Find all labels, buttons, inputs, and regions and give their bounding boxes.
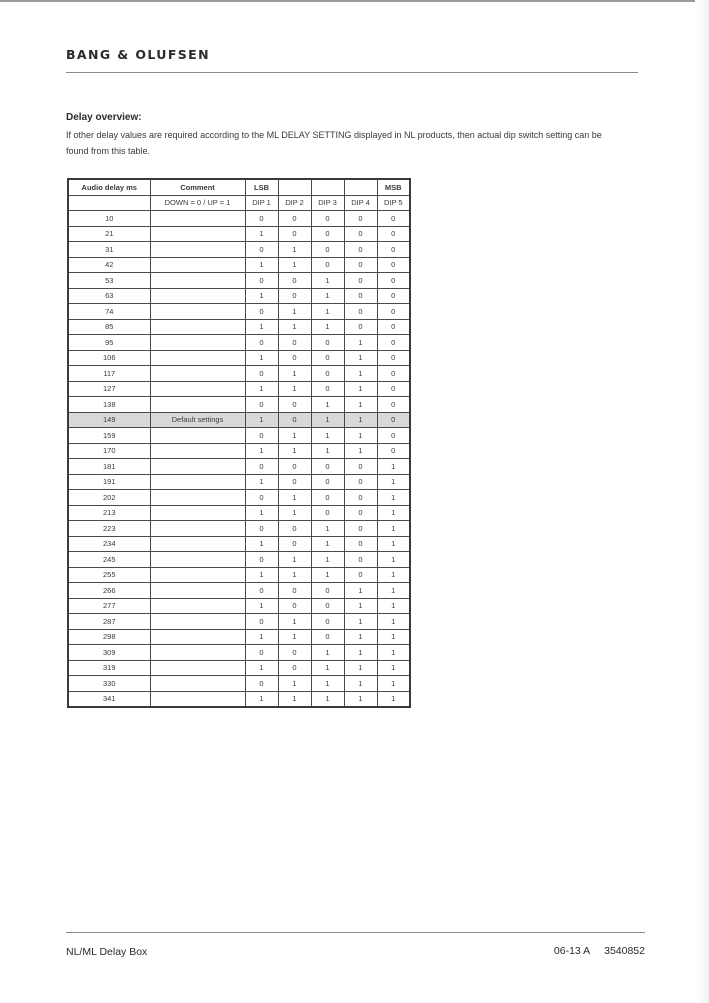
- cell-dip-3: 1: [311, 645, 344, 661]
- footer-doc-number: 3540852: [604, 945, 645, 957]
- cell-dip-3: 0: [311, 226, 344, 242]
- table-row: [68, 660, 410, 676]
- cell-dip-2: 0: [278, 397, 311, 413]
- cell-dip-5: 1: [377, 660, 410, 676]
- cell-dip-2: 1: [278, 490, 311, 506]
- subheader-comment-legend: DOWN = 0 / UP = 1: [150, 195, 245, 211]
- cell-dip-5: 0: [377, 273, 410, 289]
- cell-audio-delay: 159: [68, 428, 150, 444]
- table-row: [68, 490, 410, 506]
- cell-audio-delay: 31: [68, 242, 150, 258]
- cell-dip-2: 0: [278, 645, 311, 661]
- cell-dip-5: 0: [377, 242, 410, 258]
- table-row: [68, 211, 410, 227]
- cell-dip-5: 0: [377, 226, 410, 242]
- cell-audio-delay: 117: [68, 366, 150, 382]
- cell-dip-4: 0: [344, 536, 377, 552]
- cell-dip-5: 1: [377, 567, 410, 583]
- cell-dip-1: 1: [245, 629, 278, 645]
- table-row: [68, 397, 410, 413]
- cell-dip-2: 1: [278, 428, 311, 444]
- table-row: [68, 257, 410, 273]
- cell-dip-3: 1: [311, 273, 344, 289]
- cell-dip-3: 1: [311, 691, 344, 707]
- cell-comment: [150, 490, 245, 506]
- cell-dip-3: 1: [311, 552, 344, 568]
- cell-dip-3: 0: [311, 505, 344, 521]
- cell-dip-5: 1: [377, 583, 410, 599]
- cell-dip-1: 1: [245, 319, 278, 335]
- subheader-dip-4: DIP 4: [344, 195, 377, 211]
- cell-dip-3: 0: [311, 366, 344, 382]
- cell-audio-delay: 191: [68, 474, 150, 490]
- table-row: [68, 304, 410, 320]
- cell-dip-2: 0: [278, 474, 311, 490]
- cell-dip-1: 1: [245, 505, 278, 521]
- cell-dip-3: 1: [311, 443, 344, 459]
- cell-dip-1: 1: [245, 226, 278, 242]
- cell-audio-delay: 63: [68, 288, 150, 304]
- table-header-row: [68, 179, 410, 195]
- cell-comment: [150, 397, 245, 413]
- cell-audio-delay: 74: [68, 304, 150, 320]
- cell-dip-4: 0: [344, 521, 377, 537]
- cell-audio-delay: 127: [68, 381, 150, 397]
- cell-dip-1: 0: [245, 614, 278, 630]
- cell-audio-delay: 309: [68, 645, 150, 661]
- cell-dip-2: 0: [278, 536, 311, 552]
- subheader-dip-1: DIP 1: [245, 195, 278, 211]
- cell-dip-3: 0: [311, 474, 344, 490]
- cell-comment: [150, 552, 245, 568]
- cell-audio-delay: 234: [68, 536, 150, 552]
- cell-dip-3: 1: [311, 676, 344, 692]
- cell-dip-2: 1: [278, 629, 311, 645]
- cell-comment: [150, 536, 245, 552]
- header-blank: [278, 179, 311, 195]
- cell-dip-5: 1: [377, 521, 410, 537]
- cell-dip-4: 1: [344, 381, 377, 397]
- cell-dip-2: 1: [278, 366, 311, 382]
- cell-dip-4: 1: [344, 350, 377, 366]
- cell-dip-2: 1: [278, 691, 311, 707]
- cell-dip-3: 0: [311, 598, 344, 614]
- cell-dip-5: 0: [377, 397, 410, 413]
- table-row: [68, 629, 410, 645]
- cell-audio-delay: 21: [68, 226, 150, 242]
- cell-dip-3: 0: [311, 350, 344, 366]
- cell-audio-delay: 341: [68, 691, 150, 707]
- cell-dip-1: 1: [245, 536, 278, 552]
- cell-dip-1: 1: [245, 474, 278, 490]
- table-row: [68, 428, 410, 444]
- cell-dip-3: 1: [311, 536, 344, 552]
- cell-dip-2: 1: [278, 567, 311, 583]
- cell-comment: [150, 288, 245, 304]
- cell-dip-4: 1: [344, 629, 377, 645]
- cell-dip-4: 1: [344, 335, 377, 351]
- cell-dip-3: 0: [311, 629, 344, 645]
- cell-dip-4: 1: [344, 412, 377, 428]
- cell-dip-5: 1: [377, 598, 410, 614]
- cell-comment: [150, 691, 245, 707]
- cell-dip-3: 1: [311, 428, 344, 444]
- cell-dip-4: 0: [344, 474, 377, 490]
- cell-comment: [150, 660, 245, 676]
- cell-dip-1: 0: [245, 335, 278, 351]
- table-subheader-row: [68, 195, 410, 211]
- cell-dip-4: 0: [344, 211, 377, 227]
- table-row: [68, 273, 410, 289]
- cell-dip-1: 0: [245, 273, 278, 289]
- cell-comment: [150, 521, 245, 537]
- cell-audio-delay: 266: [68, 583, 150, 599]
- cell-comment: [150, 583, 245, 599]
- table-row: [68, 226, 410, 242]
- cell-dip-3: 1: [311, 521, 344, 537]
- cell-dip-5: 1: [377, 474, 410, 490]
- footer-version: 06-13 A: [553, 945, 591, 957]
- header-audio-delay: Audio delay ms: [68, 179, 150, 195]
- cell-dip-4: 0: [344, 288, 377, 304]
- cell-dip-4: 1: [344, 397, 377, 413]
- cell-dip-4: 0: [344, 273, 377, 289]
- cell-dip-5: 1: [377, 676, 410, 692]
- cell-audio-delay: 202: [68, 490, 150, 506]
- cell-audio-delay: 42: [68, 257, 150, 273]
- subheader-dip-3: DIP 3: [311, 195, 344, 211]
- cell-dip-1: 0: [245, 490, 278, 506]
- cell-dip-5: 1: [377, 691, 410, 707]
- footer-title: NL/ML Delay Box: [66, 946, 148, 958]
- table-row: [68, 319, 410, 335]
- cell-dip-2: 0: [278, 660, 311, 676]
- brand-logo: BANG & OLUFSEN: [66, 47, 210, 62]
- cell-dip-2: 1: [278, 552, 311, 568]
- cell-dip-3: 0: [311, 211, 344, 227]
- cell-dip-5: 0: [377, 304, 410, 320]
- subheader-blank: [68, 195, 150, 211]
- cell-dip-1: 1: [245, 412, 278, 428]
- cell-comment: [150, 350, 245, 366]
- cell-dip-5: 0: [377, 335, 410, 351]
- cell-dip-1: 0: [245, 583, 278, 599]
- cell-comment: [150, 366, 245, 382]
- cell-dip-1: 1: [245, 567, 278, 583]
- table-row: [68, 521, 410, 537]
- cell-dip-3: 1: [311, 319, 344, 335]
- cell-dip-5: 1: [377, 629, 410, 645]
- subheader-dip-2: DIP 2: [278, 195, 311, 211]
- cell-audio-delay: 53: [68, 273, 150, 289]
- cell-dip-5: 0: [377, 412, 410, 428]
- cell-comment: [150, 226, 245, 242]
- cell-comment: [150, 443, 245, 459]
- cell-audio-delay: 213: [68, 505, 150, 521]
- cell-audio-delay: 255: [68, 567, 150, 583]
- table-row: [68, 598, 410, 614]
- cell-dip-1: 0: [245, 459, 278, 475]
- cell-dip-1: 0: [245, 552, 278, 568]
- cell-audio-delay: 106: [68, 350, 150, 366]
- table-row: [68, 288, 410, 304]
- table-row: [68, 567, 410, 583]
- cell-comment: [150, 676, 245, 692]
- cell-dip-4: 1: [344, 676, 377, 692]
- table-row: [68, 242, 410, 258]
- table-row: [68, 412, 410, 428]
- cell-dip-3: 0: [311, 335, 344, 351]
- header-lsb: LSB: [245, 179, 278, 195]
- cell-comment: [150, 304, 245, 320]
- cell-dip-4: 1: [344, 691, 377, 707]
- cell-dip-5: 0: [377, 366, 410, 382]
- cell-comment: [150, 567, 245, 583]
- cell-dip-5: 1: [377, 505, 410, 521]
- table-row: [68, 335, 410, 351]
- cell-dip-2: 0: [278, 583, 311, 599]
- cell-dip-4: 0: [344, 242, 377, 258]
- cell-comment: [150, 614, 245, 630]
- cell-dip-1: 1: [245, 660, 278, 676]
- cell-dip-2: 0: [278, 412, 311, 428]
- cell-dip-4: 1: [344, 614, 377, 630]
- cell-dip-2: 1: [278, 319, 311, 335]
- cell-dip-2: 1: [278, 304, 311, 320]
- cell-dip-4: 0: [344, 505, 377, 521]
- table-row: [68, 474, 410, 490]
- cell-dip-1: 0: [245, 242, 278, 258]
- header-blank: [344, 179, 377, 195]
- table-row: [68, 443, 410, 459]
- cell-comment: [150, 474, 245, 490]
- cell-audio-delay: 287: [68, 614, 150, 630]
- cell-dip-2: 0: [278, 598, 311, 614]
- cell-dip-4: 0: [344, 304, 377, 320]
- cell-dip-3: 0: [311, 583, 344, 599]
- header-comment: Comment: [150, 179, 245, 195]
- cell-dip-1: 0: [245, 211, 278, 227]
- cell-dip-5: 0: [377, 443, 410, 459]
- subheader-dip-5: DIP 5: [377, 195, 410, 211]
- header-msb: MSB: [377, 179, 410, 195]
- cell-dip-3: 1: [311, 567, 344, 583]
- cell-dip-4: 0: [344, 459, 377, 475]
- cell-dip-1: 0: [245, 428, 278, 444]
- cell-dip-3: 0: [311, 381, 344, 397]
- cell-dip-2: 1: [278, 676, 311, 692]
- table-row: [68, 536, 410, 552]
- cell-dip-3: 0: [311, 257, 344, 273]
- delay-table: [67, 178, 411, 708]
- table-row: [68, 645, 410, 661]
- cell-dip-4: 0: [344, 490, 377, 506]
- cell-dip-1: 1: [245, 350, 278, 366]
- cell-dip-3: 0: [311, 242, 344, 258]
- cell-dip-3: 1: [311, 397, 344, 413]
- cell-comment: [150, 598, 245, 614]
- table-row: [68, 381, 410, 397]
- cell-dip-2: 1: [278, 381, 311, 397]
- table-row: [68, 614, 410, 630]
- cell-comment: [150, 381, 245, 397]
- cell-comment: [150, 242, 245, 258]
- cell-dip-2: 1: [278, 505, 311, 521]
- cell-dip-4: 1: [344, 443, 377, 459]
- cell-dip-1: 1: [245, 257, 278, 273]
- cell-dip-5: 0: [377, 257, 410, 273]
- header-divider: [66, 72, 638, 73]
- cell-dip-4: 0: [344, 257, 377, 273]
- cell-dip-2: 0: [278, 226, 311, 242]
- cell-dip-4: 1: [344, 660, 377, 676]
- footer-doc-info: [554, 945, 645, 957]
- cell-dip-5: 0: [377, 350, 410, 366]
- cell-dip-4: 1: [344, 598, 377, 614]
- cell-dip-2: 1: [278, 257, 311, 273]
- cell-dip-1: 1: [245, 381, 278, 397]
- cell-dip-2: 1: [278, 443, 311, 459]
- cell-dip-3: 0: [311, 459, 344, 475]
- table-row: [68, 691, 410, 707]
- cell-dip-2: 0: [278, 288, 311, 304]
- cell-audio-delay: 170: [68, 443, 150, 459]
- cell-audio-delay: 85: [68, 319, 150, 335]
- cell-dip-5: 0: [377, 211, 410, 227]
- cell-comment: [150, 211, 245, 227]
- cell-audio-delay: 138: [68, 397, 150, 413]
- table-row: [68, 366, 410, 382]
- cell-audio-delay: 181: [68, 459, 150, 475]
- cell-comment: [150, 319, 245, 335]
- section-title: Delay overview:: [66, 112, 142, 123]
- cell-dip-1: 1: [245, 598, 278, 614]
- cell-audio-delay: 330: [68, 676, 150, 692]
- cell-dip-5: 0: [377, 381, 410, 397]
- header-blank: [311, 179, 344, 195]
- cell-dip-3: 1: [311, 304, 344, 320]
- cell-comment: [150, 645, 245, 661]
- cell-audio-delay: 298: [68, 629, 150, 645]
- table-row: [68, 505, 410, 521]
- cell-dip-4: 0: [344, 567, 377, 583]
- cell-dip-2: 0: [278, 335, 311, 351]
- cell-dip-3: 1: [311, 660, 344, 676]
- cell-comment: [150, 257, 245, 273]
- cell-dip-2: 0: [278, 273, 311, 289]
- table-row: [68, 676, 410, 692]
- cell-dip-1: 0: [245, 366, 278, 382]
- cell-audio-delay: 319: [68, 660, 150, 676]
- cell-dip-5: 1: [377, 536, 410, 552]
- cell-dip-5: 1: [377, 614, 410, 630]
- cell-comment: [150, 505, 245, 521]
- cell-dip-1: 0: [245, 676, 278, 692]
- cell-dip-1: 1: [245, 691, 278, 707]
- cell-dip-2: 1: [278, 242, 311, 258]
- cell-dip-1: 0: [245, 304, 278, 320]
- cell-audio-delay: 95: [68, 335, 150, 351]
- table-row: [68, 350, 410, 366]
- cell-dip-4: 1: [344, 428, 377, 444]
- table-row: [68, 552, 410, 568]
- cell-dip-2: 0: [278, 211, 311, 227]
- cell-dip-2: 1: [278, 614, 311, 630]
- cell-dip-3: 1: [311, 412, 344, 428]
- cell-dip-4: 0: [344, 552, 377, 568]
- cell-comment: [150, 459, 245, 475]
- page-edge: [0, 0, 709, 2]
- cell-dip-2: 0: [278, 459, 311, 475]
- cell-dip-3: 0: [311, 490, 344, 506]
- page-shadow: [695, 0, 709, 1003]
- cell-audio-delay: 277: [68, 598, 150, 614]
- cell-dip-5: 1: [377, 490, 410, 506]
- cell-dip-4: 0: [344, 319, 377, 335]
- cell-audio-delay: 245: [68, 552, 150, 568]
- table-body: [68, 211, 410, 708]
- cell-audio-delay: 10: [68, 211, 150, 227]
- cell-dip-2: 0: [278, 350, 311, 366]
- cell-audio-delay: 223: [68, 521, 150, 537]
- cell-comment: [150, 428, 245, 444]
- cell-dip-1: 0: [245, 645, 278, 661]
- cell-audio-delay: 149: [68, 412, 150, 428]
- cell-comment: [150, 273, 245, 289]
- cell-dip-5: 0: [377, 319, 410, 335]
- cell-comment: [150, 629, 245, 645]
- footer-divider: [66, 932, 645, 933]
- cell-dip-5: 0: [377, 428, 410, 444]
- cell-dip-2: 0: [278, 521, 311, 537]
- cell-dip-1: 0: [245, 397, 278, 413]
- cell-dip-5: 1: [377, 552, 410, 568]
- cell-comment: [150, 335, 245, 351]
- cell-dip-4: 0: [344, 226, 377, 242]
- cell-dip-4: 1: [344, 583, 377, 599]
- cell-dip-3: 0: [311, 614, 344, 630]
- cell-dip-5: 1: [377, 645, 410, 661]
- intro-paragraph: If other delay values are required according to the ML DELAY SETTING displayed in NL products, then actual dip switch setting can be found from this table.: [66, 130, 602, 156]
- cell-dip-1: 0: [245, 521, 278, 537]
- cell-dip-1: 1: [245, 443, 278, 459]
- cell-dip-4: 1: [344, 366, 377, 382]
- cell-dip-5: 0: [377, 288, 410, 304]
- table-row: [68, 459, 410, 475]
- cell-dip-5: 1: [377, 459, 410, 475]
- cell-dip-1: 1: [245, 288, 278, 304]
- cell-comment: Default settings: [150, 412, 245, 428]
- cell-dip-3: 1: [311, 288, 344, 304]
- cell-dip-4: 1: [344, 645, 377, 661]
- table-row: [68, 583, 410, 599]
